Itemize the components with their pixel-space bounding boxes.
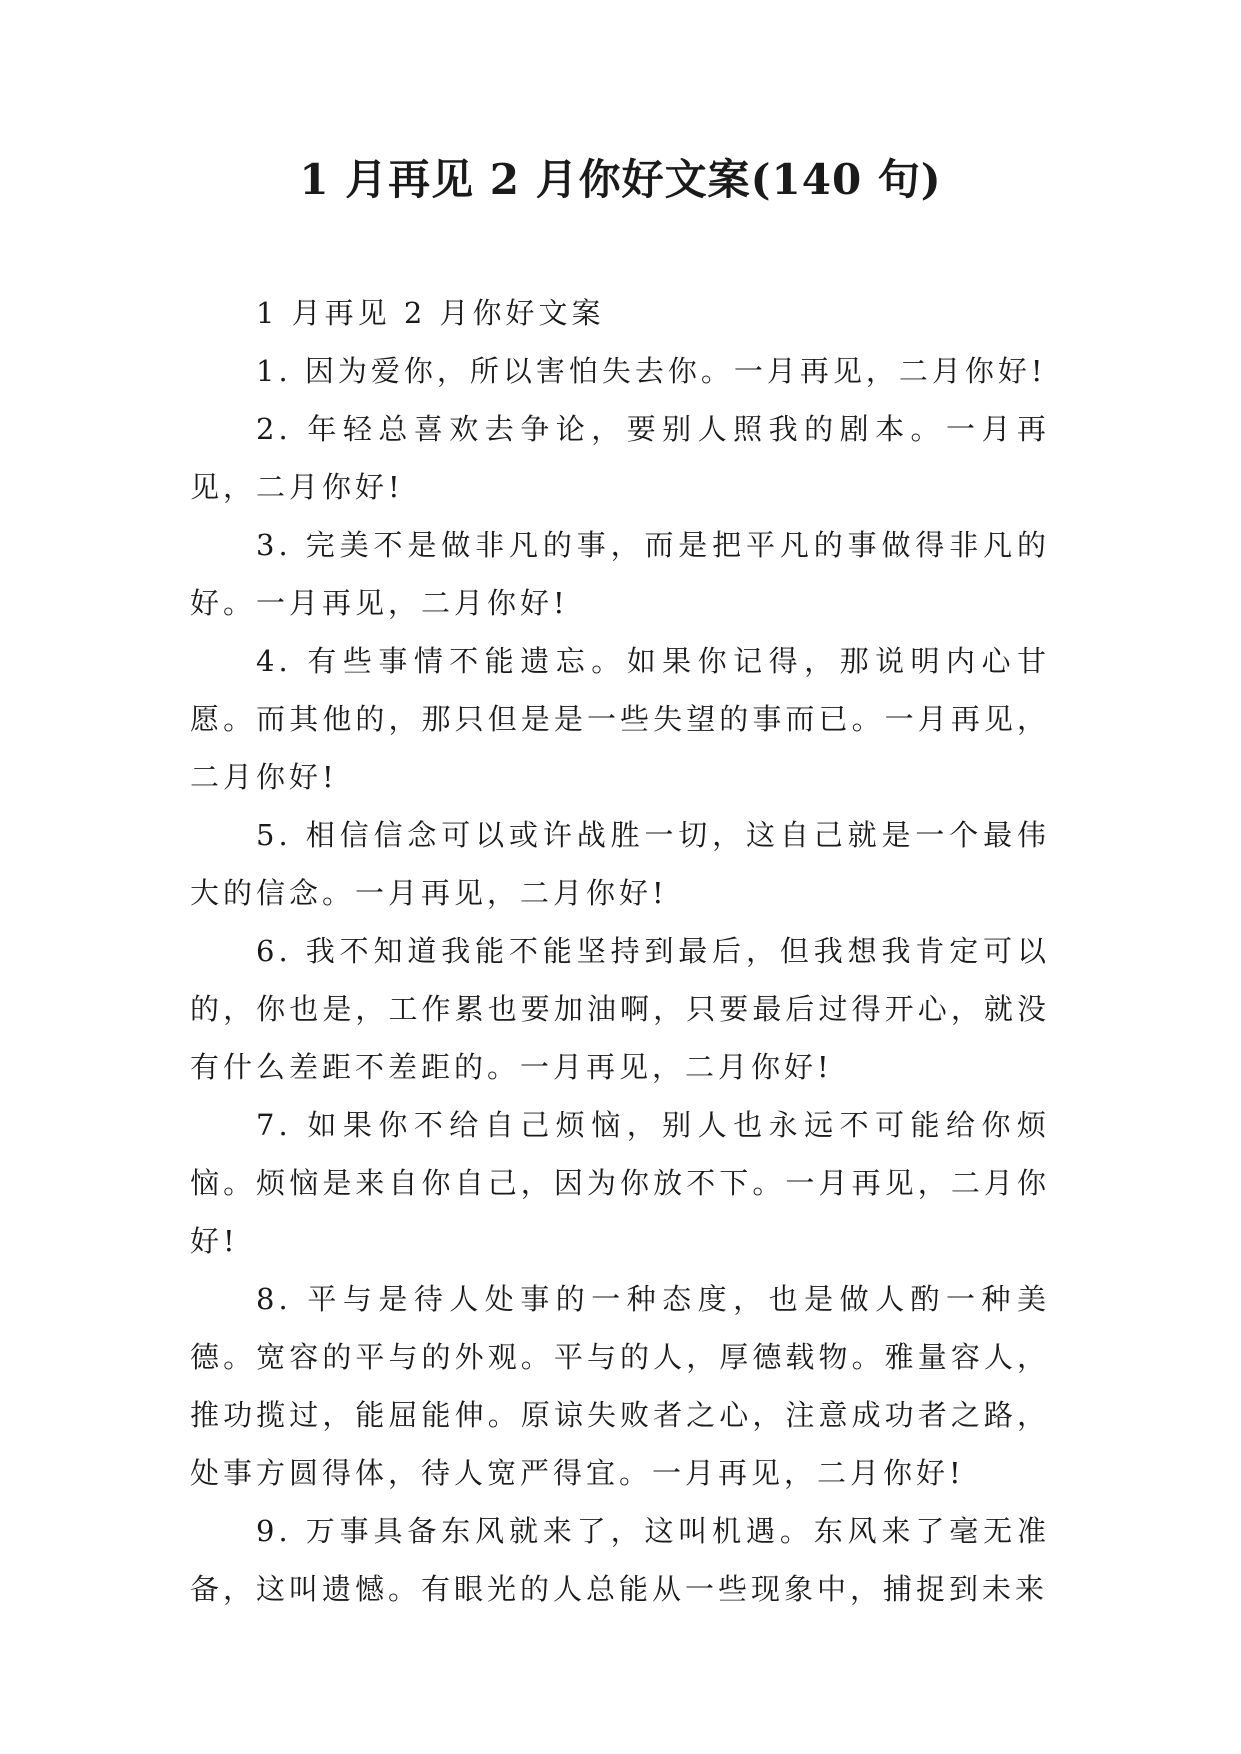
paragraph-1: 1. 因为爱你，所以害怕失去你。一月再见，二月你好! [256,354,1047,388]
paragraph-3: 3. 完美不是做非凡的事，而是把平凡的事做得非凡的好。一月再见，二月你好! [190,528,1050,620]
document-body [190,284,1050,1618]
paragraph-6: 6. 我不知道我能不能坚持到最后，但我想我肯定可以的，你也是，工作累也要加油啊，只要最后过得开心，就没有什么差距不差距的。一月再见，二月你好! [190,934,1050,1084]
paragraph-5: 5. 相信信念可以或许战胜一切，这自己就是一个最伟大的信念。一月再见，二月你好! [190,818,1050,910]
paragraph-4: 4. 有些事情不能遗忘。如果你记得，那说明内心甘愿。而其他的，那只但是是一些失望的事而已。一月再见，二月你好! [190,644,1050,794]
paragraph-2: 2. 年轻总喜欢去争论，要别人照我的剧本。一月再见，二月你好! [190,412,1050,504]
document-title: 1 月再见 2 月你好文案(140 句) [299,155,942,204]
paragraph-8: 8. 平与是待人处事的一种态度，也是做人酌一种美德。宽容的平与的外观。平与的人，厚德载物。雅量容人，推功揽过，能屈能伸。原谅失败者之心，注意成功者之路，处事方圆得体，待人宽严得宜。一月再见，二月你好! [190,1282,1050,1490]
paragraph-7: 7. 如果你不给自己烦恼，别人也永远不可能给你烦恼。烦恼是来自你自己，因为你放不下。一月再见，二月你好! [190,1108,1050,1258]
paragraph-9: 9. 万事具备东风就来了，这叫机遇。东风来了毫无准备，这叫遗憾。有眼光的人总能从一些现象中，捕捉到未来 [190,1514,1050,1606]
document-subtitle: 1 月再见 2 月你好文案 [256,296,605,330]
